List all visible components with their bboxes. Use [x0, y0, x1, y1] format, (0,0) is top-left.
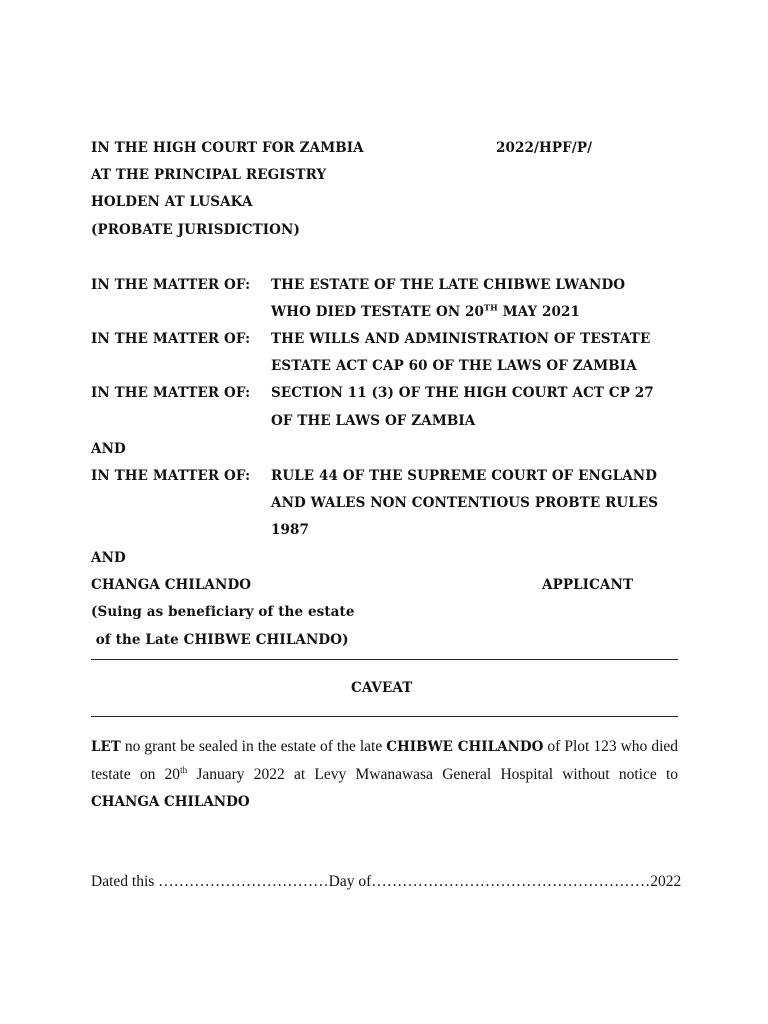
matter-1-date-pre: WHO DIED TESTATE ON 20 — [271, 304, 485, 320]
caveat-caveator-name: CHANGA CHILANDO — [91, 794, 250, 810]
caveat-text-2: of Plot 123 who died testate on 20 — [91, 738, 679, 783]
caveat-let: LET — [91, 739, 121, 755]
and-connector-2: AND — [91, 550, 126, 566]
matter-label-1: IN THE MATTER OF: — [91, 277, 251, 293]
holden-line: HOLDEN AT LUSAKA — [91, 194, 253, 210]
case-number: 2022/HPF/P/ — [496, 140, 593, 156]
matter-label-3: IN THE MATTER OF: — [91, 385, 251, 401]
and-connector-1: AND — [91, 441, 126, 457]
matter-1-date-post: MAY 2021 — [497, 304, 581, 320]
caveat-title: CAVEAT — [351, 680, 413, 696]
matter-2-line-1: THE WILLS AND ADMINISTRATION OF TESTATE — [271, 331, 651, 347]
matter-4-line-1: RULE 44 OF THE SUPREME COURT OF ENGLAND — [271, 468, 658, 484]
matter-2-line-2: ESTATE ACT CAP 60 OF THE LAWS OF ZAMBIA — [271, 358, 637, 374]
matter-1-date-sup: TH — [484, 302, 498, 313]
matter-1-line-2 — [271, 304, 580, 320]
suing-line-2-post: ) — [342, 632, 349, 648]
caveat-deceased-name: CHIBWE CHILANDO — [386, 739, 544, 755]
matter-3-line-1: SECTION 11 (3) OF THE HIGH COURT ACT CP 27 — [271, 385, 654, 401]
dated-line: Dated this ……………………………Day of………………………………………………2022 — [91, 873, 682, 890]
caveat-text-3: January 2022 at Levy Mwanawasa General Hospital without notice to — [187, 766, 678, 783]
court-name: IN THE HIGH COURT FOR ZAMBIA — [91, 140, 364, 156]
suing-line-2 — [91, 632, 349, 648]
matter-4-line-2: AND WALES NON CONTENTIOUS PROBTE RULES — [271, 495, 659, 511]
top-divider — [91, 659, 678, 660]
caveat-body — [91, 733, 678, 816]
matter-3-line-2: OF THE LAWS OF ZAMBIA — [271, 413, 476, 429]
registry-line: AT THE PRINCIPAL REGISTRY — [91, 167, 327, 183]
caveat-date-sup: th — [180, 764, 188, 775]
applicant-name: CHANGA CHILANDO — [91, 577, 252, 593]
bottom-divider — [91, 716, 678, 717]
matter-label-4: IN THE MATTER OF: — [91, 468, 251, 484]
matter-1-line-1: THE ESTATE OF THE LATE CHIBWE LWANDO — [271, 277, 626, 293]
matter-4-line-3: 1987 — [271, 522, 309, 538]
suing-line-1: (Suing as beneficiary of the estate — [91, 604, 355, 620]
matter-label-2: IN THE MATTER OF: — [91, 331, 251, 347]
suing-deceased-name: CHIBWE CHILANDO — [183, 632, 343, 648]
caveat-text-1: no grant be sealed in the estate of the late — [120, 738, 387, 755]
suing-line-2-pre: of the Late — [91, 632, 184, 648]
applicant-role: APPLICANT — [542, 577, 634, 593]
jurisdiction-line: (PROBATE JURISDICTION) — [91, 222, 300, 238]
